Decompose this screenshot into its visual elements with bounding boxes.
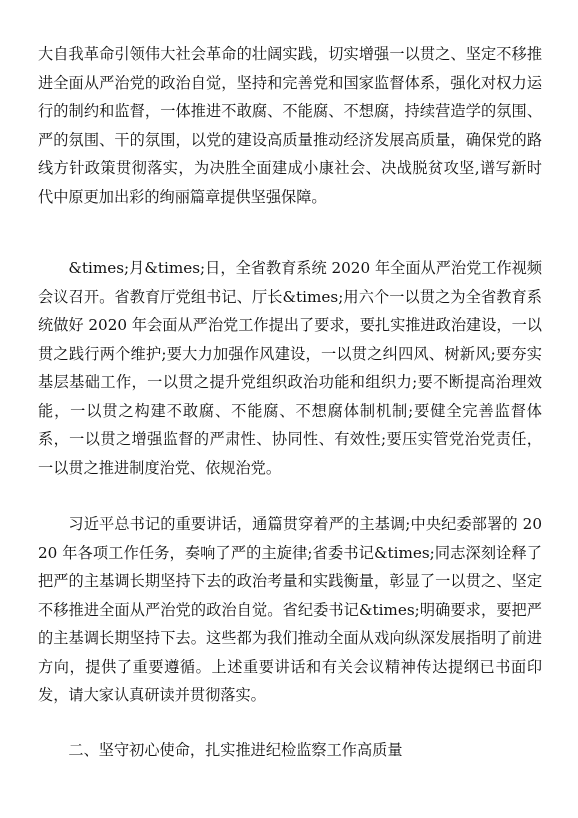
section-heading: 二、坚守初心使命，扎实推进纪检监察工作高质量 [68, 741, 403, 759]
paragraph-speech: 习近平总书记的重要讲话，通篇贯穿着严的主基调;中央纪委部署的 2020 年各项工作任务，奏响了严的主旋律;省委书记&times;同志深刻诠释了把严的主基调长期坚持下去的政治考量和实践衡量，彰显了一以贯之、坚定不移推进全面从严治党的政治自觉。省纪委书记&times;明确要求，要把严的主基调长期坚持下去。这些都为我们推动全面从戏向纵深发展指明了前进方向，提供了重要遵循。上述重要讲话和有关会议精神传达提纲已书面印发，请大家认真研读并贯彻落实。 [38, 515, 542, 704]
paragraph-meeting: &times;月&times;日，全省教育系统 2020 年全面从严治党工作视频会议召开。省教育厅党组书记、厅长&times;用六个一以贯之为全省教育系统做好 2020 年会面从严治党工作提出了要求，要扎实推进政治建设，一以贯之践行两个维护;要大力加强作风建设，一以贯之纠四风、树新风;要夯实基层基础工作，一以贯之提升党组织政治功能和组织力;要不断提高治理效能，一以贯之构建不敢腐、不能腐、不想腐体制机制;要健全完善监督体系，一以贯之增强监督的严肃性、协同性、有效性;要压实管党治党责任，一以贯之推进制度治党、依规治党。 [38, 259, 543, 477]
paragraph-continuation: 大自我革命引领伟大社会革命的壮阔实践，切实增强一以贯之、坚定不移推进全面从严治党的政治自觉，坚持和完善党和国家监督体系，强化对权力运行的制约和监督，一体推进不敢腐、不能腐、不想腐，持续营造学的氛围、严的氛围、干的氛围，以党的建设高质量推动经济发展高质量，确保党的路线方针政策贯彻落实，为决胜全面建成小康社会、决战脱贫攻坚,谱写新时代中原更加出彩的绚丽篇章提供坚强保障。 [38, 45, 542, 206]
